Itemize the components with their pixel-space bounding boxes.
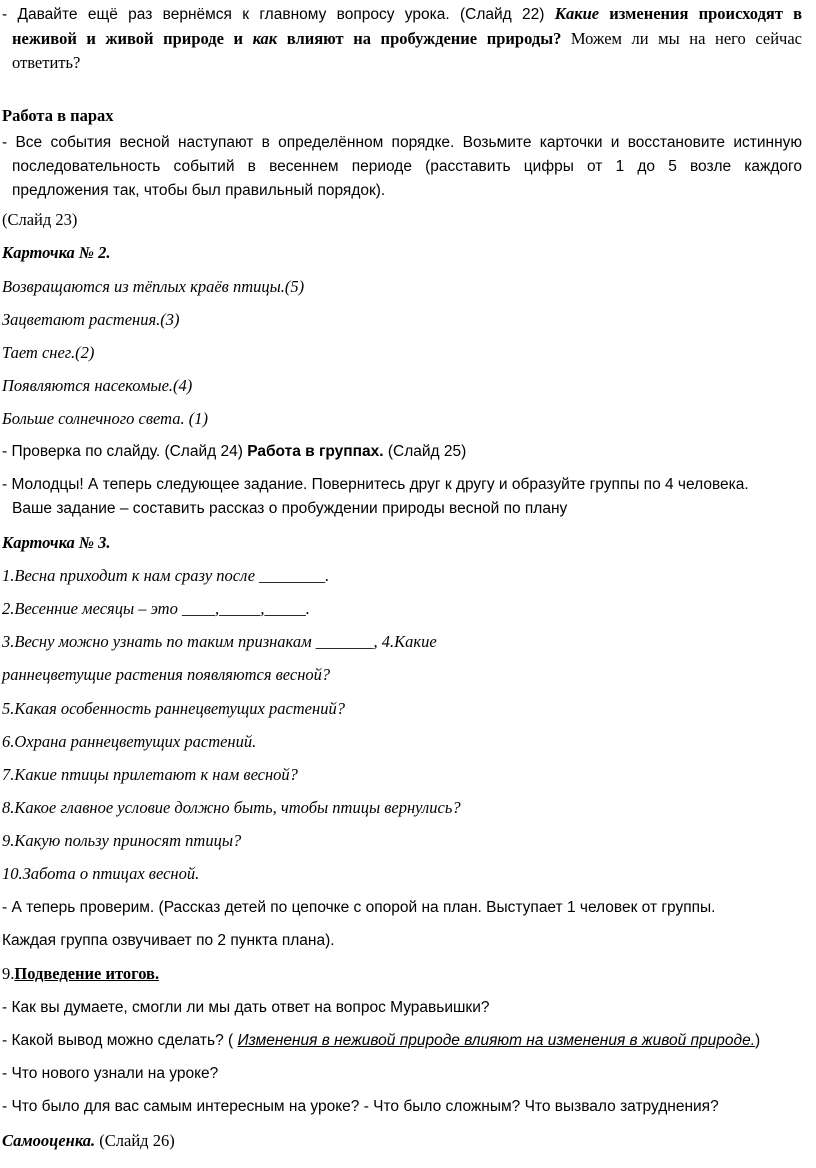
intro-line-2: [12, 31, 802, 48]
pairs-line-1: - Все события весной наступают в определённом порядке. Возьмите карточки и восстановите истинную: [2, 134, 802, 151]
question-word-which: Какие: [554, 4, 600, 23]
check-slide-ref: (Слайд 25): [383, 443, 467, 460]
summary-question-3: - Что нового узнали на уроке?: [2, 1065, 219, 1082]
check-text: - Проверка по слайду. (Слайд 24): [2, 443, 248, 460]
pairs-slide-ref: (Слайд 23): [2, 210, 78, 229]
card3-item: 5.Какая особенность раннецветущих растений?: [2, 699, 345, 718]
intro-text: - Давайте ещё раз вернёмся к главному вопросу урока. (Слайд 22): [2, 6, 555, 23]
card2-item: Больше солнечного света. (1): [2, 409, 208, 428]
verify-line-2: Каждая группа озвучивает по 2 пункта плана).: [2, 932, 335, 949]
self-evaluation-line: [2, 1133, 175, 1150]
card3-item: 6.Охрана раннецветущих растений.: [2, 732, 257, 751]
card3-item: 9.Какую пользу приносят птицы?: [2, 831, 242, 850]
group-work-label: Работа в группах.: [247, 443, 384, 460]
card3-item: 3.Весну можно узнать по таким признакам _______, 4.Какие: [2, 632, 437, 651]
intro-line-1: [2, 6, 802, 23]
groups-line-2: Ваше задание – составить рассказ о пробуждении природы весной по плану: [12, 500, 568, 517]
card2-item: Тает снег.(2): [2, 343, 95, 362]
card2-item: Возвращаются из тёплых краёв птицы.(5): [2, 277, 305, 296]
card3-item: 7.Какие птицы прилетают к нам весной?: [2, 765, 298, 784]
groups-line-1: - Молодцы! А теперь следующее задание. Повернитесь друг к другу и образуйте группы по 4 человека.: [2, 476, 749, 493]
card3-item: 2.Весенние месяцы – это ____,_____,_____.: [2, 599, 310, 618]
summary-heading: [2, 966, 159, 983]
question-part-2: неживой и живой природе и: [12, 29, 253, 48]
self-evaluation-title: Самооценка.: [2, 1131, 96, 1150]
summary-question-4: - Что было для вас самым интересным на уроке? - Что было сложным? Что вызвало затруднения?: [2, 1098, 719, 1115]
summary-number: 9.: [2, 964, 15, 983]
summary-question-2: [2, 1033, 760, 1049]
conclusion-answer: Изменения в неживой природе влияют на изменения в живой природе.: [237, 1032, 756, 1049]
check-line: [2, 444, 466, 460]
question-part-1: изменения происходят в: [599, 4, 803, 23]
card3-item: 1.Весна приходит к нам сразу после ________.: [2, 566, 330, 585]
card3-item: раннецветущие растения появляются весной?: [2, 665, 331, 684]
pairs-line-3: предложения так, чтобы был правильный порядок).: [12, 182, 386, 199]
card2-title: Карточка № 2.: [2, 243, 111, 262]
verify-line-1: - А теперь проверим. (Рассказ детей по цепочке с опорой на план. Выступает 1 человек от группы.: [2, 899, 716, 916]
question-word-how: как: [252, 29, 278, 48]
intro-line-3: ответить?: [12, 53, 81, 72]
card3-item: 10.Забота о птицах весной.: [2, 864, 200, 883]
card2-item: Зацветают растения.(3): [2, 310, 180, 329]
intro-followup: Можем ли мы на него сейчас: [561, 29, 802, 48]
summary-title: Подведение итогов.: [14, 964, 160, 983]
conclusion-prompt: - Какой вывод можно сделать? (: [2, 1032, 238, 1049]
self-evaluation-slide-ref: (Слайд 26): [95, 1131, 175, 1150]
pairs-line-2: последовательность событий в весеннем периоде (расставить цифры от 1 до 5 возле каждого: [12, 158, 802, 175]
card3-title: Карточка № 3.: [2, 533, 111, 552]
card2-item: Появляются насекомые.(4): [2, 376, 193, 395]
pairs-heading: Работа в парах: [2, 106, 114, 125]
summary-question-1: - Как вы думаете, смогли ли мы дать ответ на вопрос Муравьишки?: [2, 999, 490, 1016]
question-part-3: влияют на пробуждение природы?: [277, 29, 562, 48]
card3-item: 8.Какое главное условие должно быть, чтобы птицы вернулись?: [2, 798, 461, 817]
conclusion-close: ): [755, 1032, 761, 1049]
